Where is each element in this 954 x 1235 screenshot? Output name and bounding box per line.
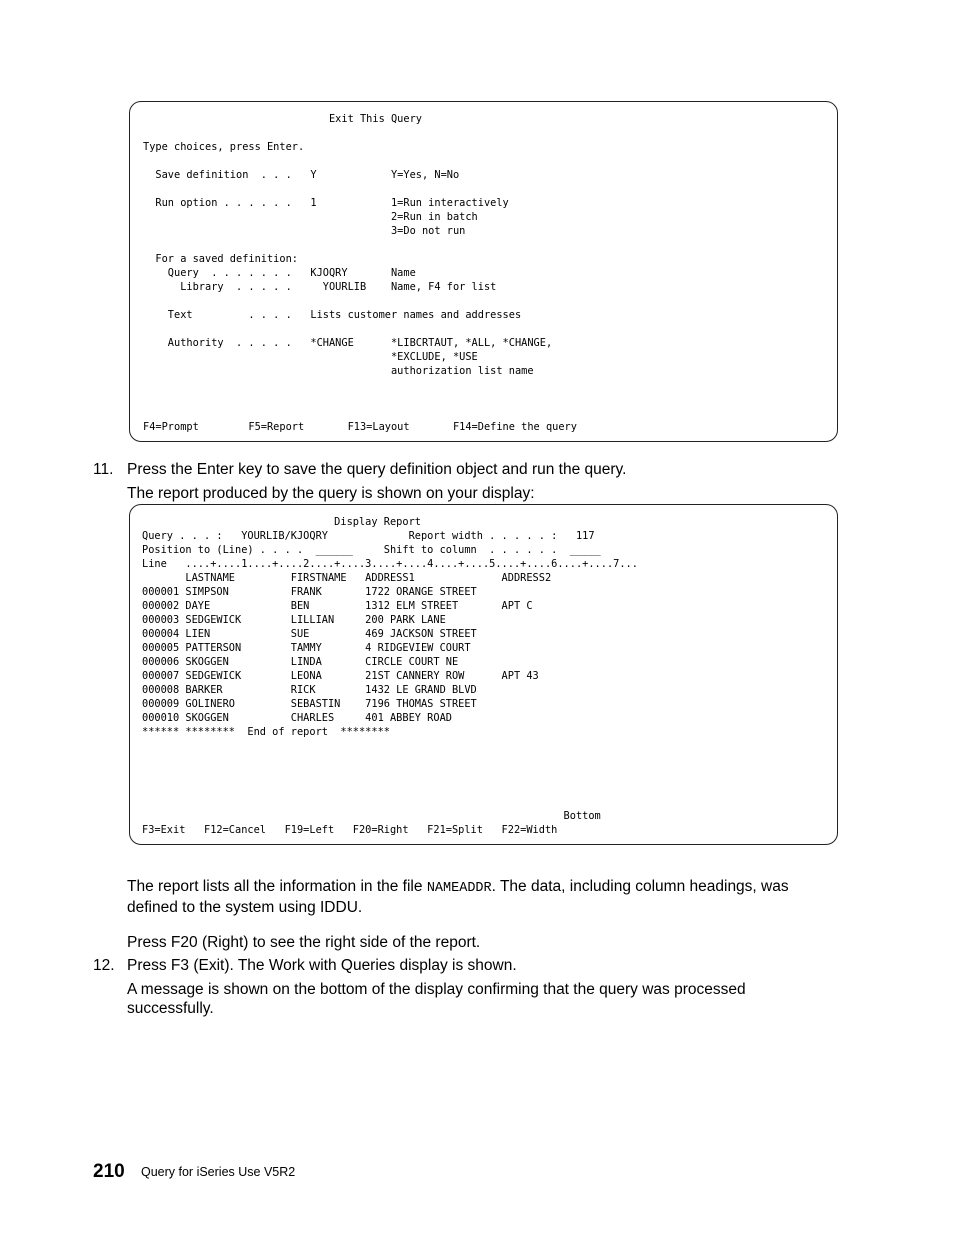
step-11-subtext: The report produced by the query is shown on your display: — [127, 485, 535, 502]
report-description-rest: . The data, including column headings, was defined to the system using IDDU. — [127, 878, 789, 916]
report-description-lead: The report lists all the information in the file — [127, 878, 427, 895]
step-12-subtext: A message is shown on the bottom of the display confirming that the query was processed successfully. — [127, 981, 746, 1017]
display-report-screen — [129, 504, 838, 845]
step-11-text: Press the Enter key to save the query definition object and run the query. — [127, 461, 627, 478]
page-number: 210 — [93, 1161, 125, 1182]
book-title: Query for iSeries Use V5R2 — [141, 1165, 296, 1179]
report-description-paragraph — [127, 877, 817, 917]
step-11-number: 11. — [93, 461, 114, 478]
exit-this-query-screen — [129, 101, 838, 442]
step-12-number: 12. — [93, 957, 115, 974]
step-12-text: Press F3 (Exit). The Work with Queries display is shown. — [127, 957, 517, 974]
exit-this-query-text: Exit This Query Type choices, press Enter. Save definition . . . Y Y=Yes, N=No Run option . . . . . . 1 1=Run interactively 2=Run in batch 3=Do not run For a saved definition: Query . . . . . . . KJOQRY Name Library . . . . . YOURLIB Name, F4 for list Text . . . . Lists customer names and addresses Authority . . . . . *CHANGE *LIBCRTAUT, *ALL, *CHANGE, *EXCLUDE, *USE authorization list name F4=Prompt F5=Report F13=Layout F14=Define the query — [143, 113, 577, 433]
file-name: NAMEADDR — [426, 881, 492, 896]
press-f20-paragraph: Press F20 (Right) to see the right side of the report. — [127, 934, 481, 951]
display-report-text: Display Report Query . . . : YOURLIB/KJOQRY Report width . . . . . : 117 Position to (Line) . . . . ______ Shift to column . . . . . . _____ Line ....+....1....+....2....+....3....+....4....+....5....+....6....+....7... LASTNAME FIRSTNAME ADDRESS1 ADDRESS2 000001 SIMPSON FRANK 1722 ORANGE STREET 000002 DAYE BEN 1312 ELM STREET APT C 000003 SEDGEWICK LILLIAN 200 PARK LANE 000004 LIEN SUE 469 JACKSON STREET 000005 PATTERSON TAMMY 4 RIDGEVIEW COURT 000006 SKOGGEN LINDA CIRCLE COURT NE 000007 SEDGEWICK LEONA 21ST CANNERY ROW APT 43 000008 BARKER RICK 1432 LE GRAND BLVD 000009 GOLINERO SEBASTIN 7196 THOMAS STREET 000010 SKOGGEN CHARLES 401 ABBEY ROAD ****** ******** End of report ******** Bottom F3=Exit F12=Cancel F19=Left F20=Right F21=Split F22=Width — [142, 516, 638, 836]
